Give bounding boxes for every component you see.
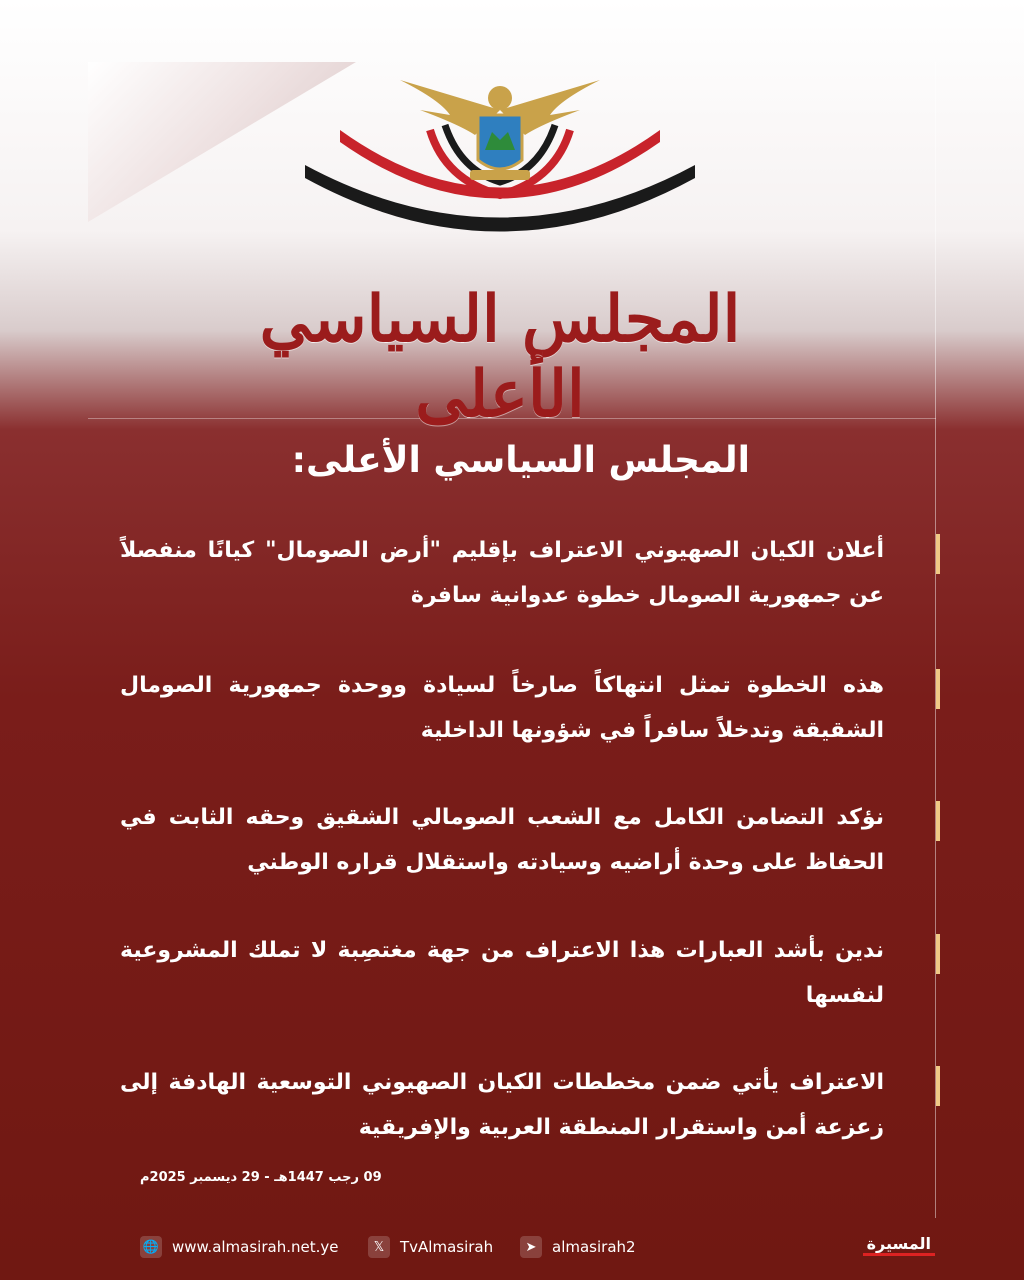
statement-item xyxy=(120,795,940,885)
x-icon: 𝕏 xyxy=(368,1236,390,1258)
telegram-link[interactable] xyxy=(520,1232,636,1262)
statement-text: نؤكد التضامن الكامل مع الشعب الصومالي الشقيق وحقه الثابت في الحفاظ على وحدة أراضيه وسيادته واستقلال قراره الوطني xyxy=(120,805,884,875)
statement-item xyxy=(120,528,940,618)
website-text: www.almasirah.net.ye xyxy=(172,1238,339,1256)
statement-text: الاعتراف يأتي ضمن مخططات الكيان الصهيوني التوسعية الهادفة إلى زعزعة أمن واستقرار المنطقة العربية والإفريقية xyxy=(120,1070,884,1140)
statement-item xyxy=(120,928,940,1018)
brand-logo: المسيرة xyxy=(863,1234,935,1256)
telegram-icon: ➤ xyxy=(520,1236,542,1258)
item-marker xyxy=(936,801,940,841)
x-handle-text: TvAlmasirah xyxy=(400,1238,494,1256)
item-marker xyxy=(936,1066,940,1106)
statement-item xyxy=(120,663,940,753)
x-link[interactable] xyxy=(368,1232,493,1262)
telegram-text: almasirah2 xyxy=(552,1238,636,1256)
statement-text: أعلان الكيان الصهيوني الاعتراف بإقليم "أرض الصومال" كيانًا منفصلاً عن جمهورية الصومال خطوة عدوانية سافرة xyxy=(120,538,884,608)
statement-text: هذه الخطوة تمثل انتهاكاً صارخاً لسيادة ووحدة جمهورية الصومال الشقيقة وتدخلاً سافراً في شؤونها الداخلية xyxy=(120,673,884,743)
item-marker xyxy=(936,669,940,709)
statement-text: ندين بأشد العبارات هذا الاعتراف من جهة مغتصِبة لا تملك المشروعية لنفسها xyxy=(120,938,884,1008)
globe-icon: 🌐 xyxy=(140,1236,162,1258)
statement-item xyxy=(120,1060,940,1150)
yemen-eagle-emblem xyxy=(300,70,700,285)
page-heading: المجلس السياسي الأعلى: xyxy=(291,440,750,481)
item-marker xyxy=(936,534,940,574)
publish-date: 09 رجب 1447هـ - 29 ديسمبر 2025م xyxy=(140,1170,382,1185)
item-marker xyxy=(936,934,940,974)
footer xyxy=(140,1232,940,1262)
logo-title: المجلس السياسي الأعلى xyxy=(259,282,741,432)
website-link[interactable] xyxy=(140,1232,338,1262)
